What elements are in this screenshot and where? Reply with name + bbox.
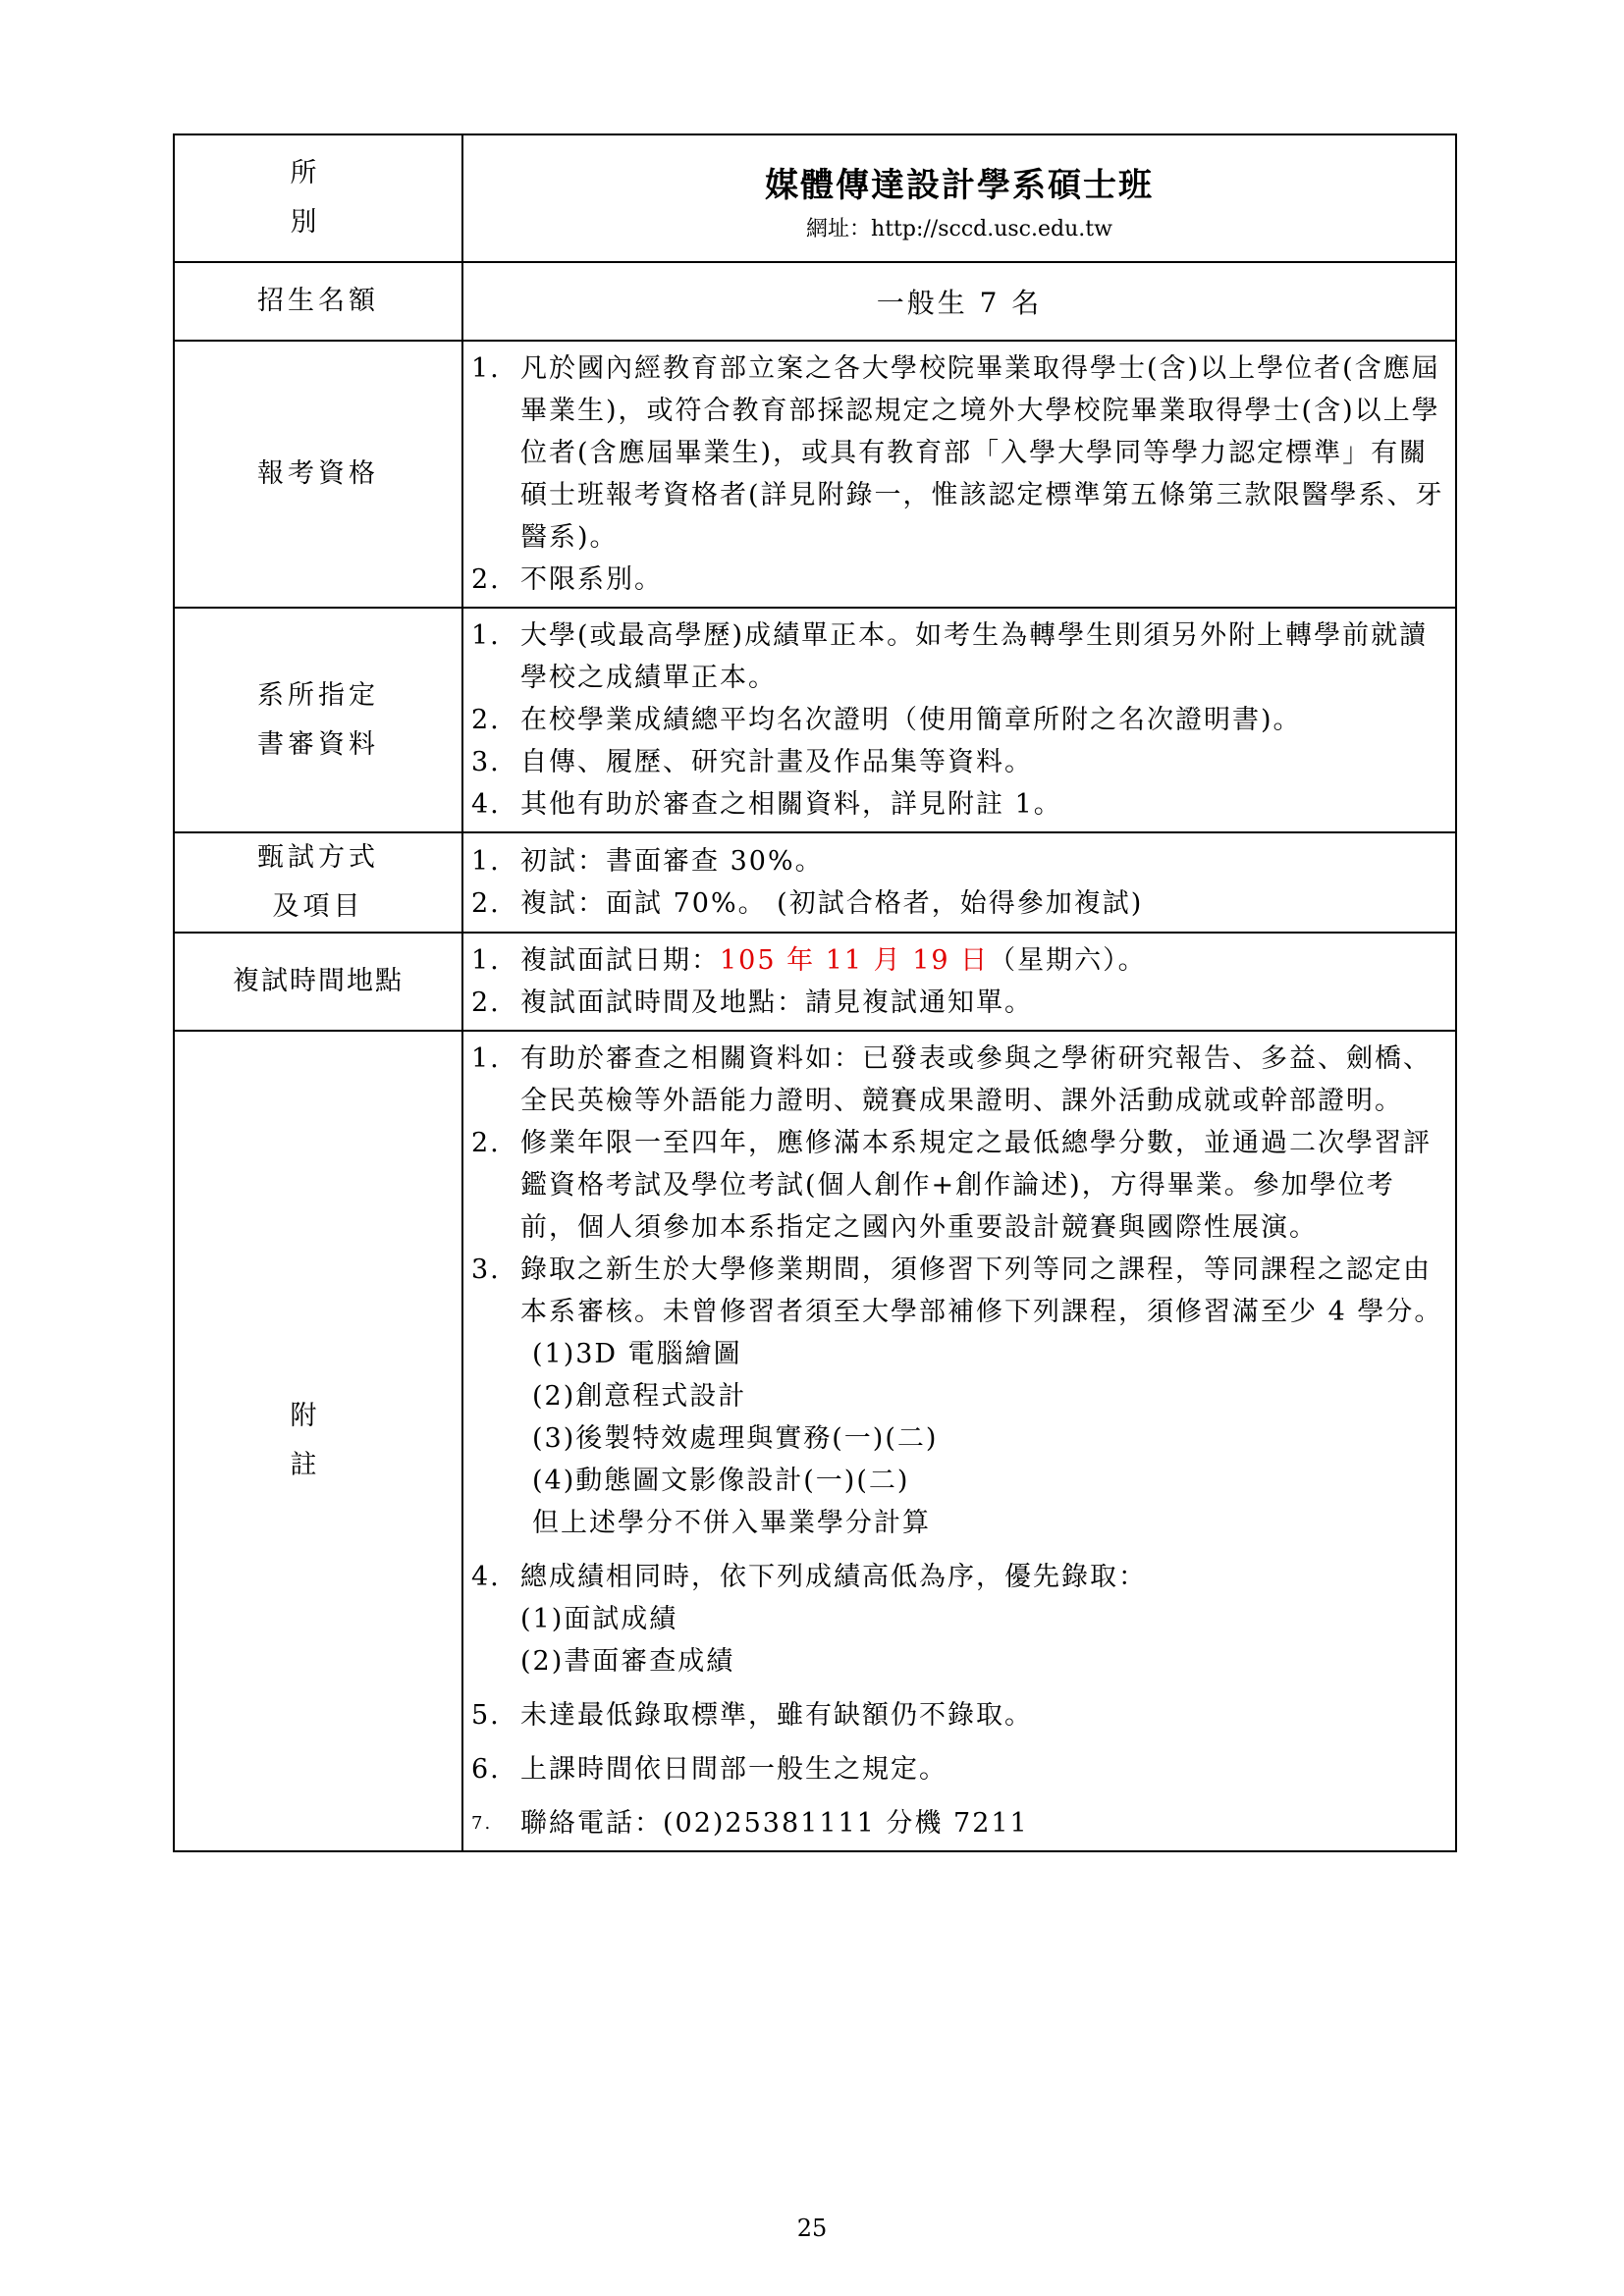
- notes-label: 附註: [174, 1031, 462, 1851]
- header-cell: [462, 134, 1456, 262]
- item-number: 3.: [471, 1255, 501, 1285]
- documents-label: [174, 608, 462, 832]
- eligibility-row: [174, 341, 1456, 608]
- item-number: 7.: [471, 1813, 493, 1834]
- documents-list: [463, 609, 1455, 831]
- list-item: [467, 347, 1451, 559]
- department-title: 媒體傳達設計學系碩士班: [765, 166, 1154, 205]
- course-list: [520, 1333, 1451, 1544]
- exam-label: [174, 832, 462, 933]
- item-text: 複試面試時間及地點：請見複試通知單。: [520, 988, 1033, 1018]
- item-number: 6.: [471, 1754, 501, 1785]
- ranking-list: [520, 1598, 1451, 1682]
- item-text: 有助於審查之相關資料如：已發表或參與之學術研究報告、多益、劍橋、全民英檢等外語能力證明、競賽成果證明、課外活動成就或幹部證明。: [520, 1043, 1432, 1116]
- item-text: 大學(或最高學歷)成績單正本。如考生為轉學生則須另外附上轉學前就讀學校之成績單正本。: [520, 620, 1429, 693]
- item-number: 4.: [471, 789, 501, 820]
- item-text: 上課時間依日間部一般生之規定。: [520, 1754, 947, 1785]
- course-item: (1)3D 電腦繪圖: [532, 1339, 742, 1369]
- course-item: (3)後製特效處理與實務(一)(二): [532, 1423, 939, 1454]
- quota-row: [174, 262, 1456, 341]
- exam-list: [463, 834, 1455, 931]
- list-item: [467, 1249, 1451, 1544]
- exam-label-line2: 及項目: [272, 891, 364, 922]
- item-text: [520, 1556, 1451, 1682]
- schedule-label: 複試時間地點: [174, 933, 462, 1031]
- item-text: 不限系別。: [520, 564, 663, 595]
- note4-text: 總成績相同時，依下列成績高低為序，優先錄取：: [520, 1562, 1147, 1592]
- list-item: [467, 783, 1451, 826]
- list-item: [467, 882, 1451, 925]
- item-number: 2.: [471, 564, 501, 595]
- list-item: [467, 1122, 1451, 1249]
- item-text: 修業年限一至四年，應修滿本系規定之最低總學分數，並通過二次學習評鑑資格考試及學位考試(個人創作+創作論述)，方得畢業。參加學位考前，個人須參加本系指定之國內外重要設計競賽與國際性展演。: [520, 1128, 1432, 1243]
- schedule-prefix: 複試面試日期：: [520, 945, 720, 976]
- course-item: (2)創意程式設計: [532, 1381, 747, 1412]
- list-item: [467, 1802, 1451, 1844]
- list-item: [467, 1556, 1451, 1682]
- ranking-item: (1)面試成績: [520, 1604, 678, 1634]
- item-number: 1.: [471, 1043, 501, 1074]
- item-text: 未達最低錄取標準，雖有缺額仍不錄取。: [520, 1700, 1033, 1731]
- header-row: [174, 134, 1456, 262]
- ranking-item: (2)書面審查成績: [520, 1646, 735, 1677]
- item-text: 凡於國內經教育部立案之各大學校院畢業取得學士(含)以上學位者(含應屆畢業生)，或符合教育部採認規定之境外大學校院畢業取得學士(含)以上學位者(含應屆畢業生)，或具有教育部「入學大學同等學力認定標準」有關碩士班報考資格者(詳見附錄一，惟該認定標準第五條第三款限醫學系、牙醫系)。: [520, 353, 1444, 553]
- item-text: 初試：書面審查 30%。: [520, 846, 824, 877]
- note3-text: 錄取之新生於大學修業期間，須修習下列等同之課程，等同課程之認定由本系審核。未曾修習者須至大學部補修下列課程，須修習滿至少 4 學分。: [520, 1255, 1443, 1327]
- schedule-suffix: （星期六）。: [989, 945, 1147, 976]
- list-item: [467, 559, 1451, 601]
- item-number: 1.: [471, 846, 501, 877]
- item-number: 2.: [471, 705, 501, 735]
- quota-value: 一般生 7 名: [462, 262, 1456, 341]
- eligibility-list: [463, 342, 1455, 607]
- exam-cell: [462, 832, 1456, 933]
- course-item: (4)動態圖文影像設計(一)(二): [532, 1466, 910, 1496]
- item-number: 2.: [471, 888, 501, 919]
- item-number: 1.: [471, 353, 501, 384]
- list-item: [467, 939, 1451, 982]
- item-number: 2.: [471, 1128, 501, 1158]
- header-label: 所別: [174, 134, 462, 262]
- list-item: [467, 699, 1451, 741]
- item-number: 3.: [471, 747, 501, 777]
- list-item: [467, 840, 1451, 882]
- notes-list: [463, 1032, 1455, 1850]
- eligibility-cell: [462, 341, 1456, 608]
- item-text: 其他有助於審查之相關資料，詳見附註 1。: [520, 789, 1062, 820]
- item-text: 複試：面試 70%。 (初試合格者，始得參加複試): [520, 888, 1144, 919]
- exam-label-line1: 甄試方式: [257, 842, 379, 873]
- item-text: 自傳、履歷、研究計畫及作品集等資料。: [520, 747, 1033, 777]
- notes-cell: [462, 1031, 1456, 1851]
- item-text: 聯絡電話：(02)25381111 分機 7211: [520, 1808, 1029, 1839]
- list-item: [467, 1748, 1451, 1790]
- item-text: [520, 939, 1451, 982]
- list-item: [467, 982, 1451, 1024]
- page-number: 25: [796, 2215, 828, 2242]
- list-item: [467, 614, 1451, 699]
- list-item: [467, 1694, 1451, 1736]
- schedule-row: [174, 933, 1456, 1031]
- item-number: 1.: [471, 620, 501, 651]
- documents-label-line2: 書審資料: [257, 728, 379, 760]
- item-number: 2.: [471, 988, 501, 1018]
- quota-label: 招生名額: [174, 262, 462, 341]
- item-number: 4.: [471, 1562, 501, 1592]
- documents-row: [174, 608, 1456, 832]
- exam-row: [174, 832, 1456, 933]
- eligibility-label: 報考資格: [174, 341, 462, 608]
- documents-label-line1: 系所指定: [257, 679, 379, 711]
- schedule-cell: [462, 933, 1456, 1031]
- list-item: [467, 741, 1451, 783]
- admission-table: [173, 133, 1457, 1852]
- list-item: [467, 1038, 1451, 1122]
- course-credit-note: 但上述學分不併入畢業學分計算: [532, 1508, 931, 1538]
- schedule-date: 105 年 11 月 19 日: [720, 945, 990, 976]
- schedule-list: [463, 934, 1455, 1030]
- item-text: 在校學業成績總平均名次證明（使用簡章所附之名次證明書)。: [520, 705, 1302, 735]
- documents-cell: [462, 608, 1456, 832]
- item-text: [520, 1249, 1451, 1544]
- item-number: 5.: [471, 1700, 501, 1731]
- department-url: 網址：http://sccd.usc.edu.tw: [806, 217, 1112, 241]
- item-number: 1.: [471, 945, 501, 976]
- notes-row: [174, 1031, 1456, 1851]
